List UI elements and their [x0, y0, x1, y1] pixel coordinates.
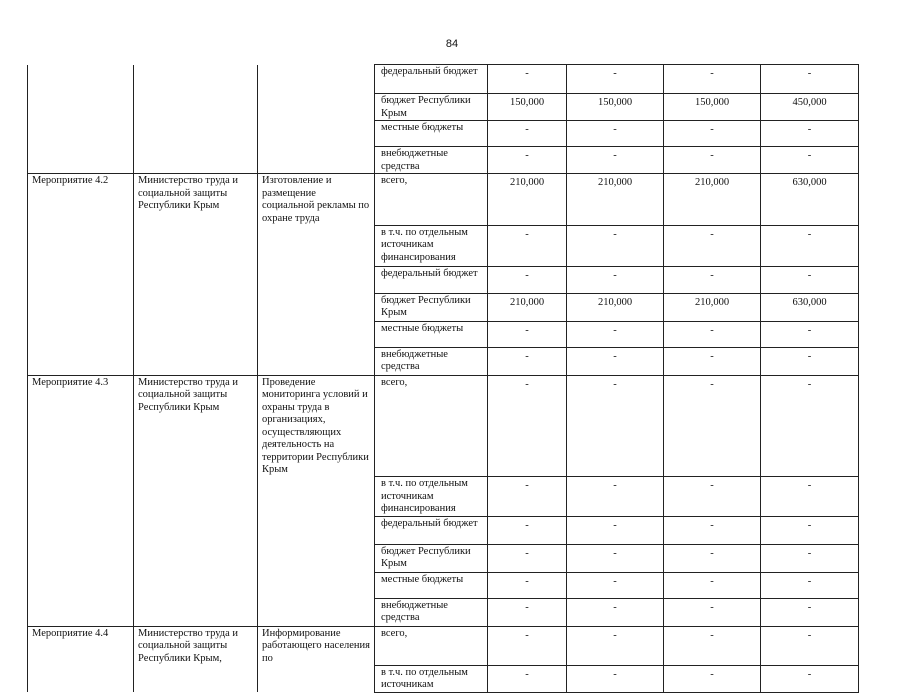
funding-source-cell: внебюджетные средства: [375, 347, 488, 375]
funding-source-cell: бюджет Республики Крым: [375, 293, 488, 321]
event-name-cell: Мероприятие 4.4: [28, 626, 134, 665]
executor-cell: [134, 598, 258, 626]
executor-cell: [134, 225, 258, 266]
table-row: [28, 598, 859, 626]
total-amount-cell: -: [761, 544, 859, 572]
description-cell: Проведение мониторинга условий и охраны труда в организациях, осуществляющих деятельность на территории Республики Крым: [258, 375, 375, 477]
funding-source-cell: в т.ч. по отдельным источникам финансирования: [375, 225, 488, 266]
year-1-amount-cell: -: [488, 598, 567, 626]
description-cell: [258, 544, 375, 572]
event-name-cell: [28, 598, 134, 626]
table-row: [28, 477, 859, 517]
event-name-cell: [28, 572, 134, 598]
total-amount-cell: -: [761, 121, 859, 147]
year-2-amount-cell: -: [567, 544, 664, 572]
year-1-amount-cell: -: [488, 572, 567, 598]
year-1-amount-cell: -: [488, 347, 567, 375]
year-2-amount-cell: -: [567, 665, 664, 692]
table-row: [28, 347, 859, 375]
event-name-cell: [28, 544, 134, 572]
year-1-amount-cell: -: [488, 665, 567, 692]
year-2-amount-cell: -: [567, 375, 664, 477]
executor-cell: [134, 516, 258, 544]
funding-source-cell: федеральный бюджет: [375, 516, 488, 544]
event-name-cell: [28, 516, 134, 544]
executor-cell: [134, 321, 258, 347]
year-2-amount-cell: -: [567, 147, 664, 174]
year-2-amount-cell: -: [567, 626, 664, 665]
executor-cell: [134, 665, 258, 692]
year-3-amount-cell: -: [664, 225, 761, 266]
total-amount-cell: -: [761, 147, 859, 174]
year-1-amount-cell: -: [488, 121, 567, 147]
description-cell: [258, 225, 375, 266]
description-cell: [258, 477, 375, 517]
page-number: 84: [445, 38, 459, 50]
total-amount-cell: -: [761, 347, 859, 375]
table-row: [28, 572, 859, 598]
funding-source-cell: всего,: [375, 626, 488, 665]
year-3-amount-cell: -: [664, 598, 761, 626]
description-cell: [258, 665, 375, 692]
funding-source-cell: федеральный бюджет: [375, 65, 488, 94]
funding-source-cell: федеральный бюджет: [375, 266, 488, 293]
year-2-amount-cell: 150,000: [567, 94, 664, 121]
year-1-amount-cell: 150,000: [488, 94, 567, 121]
year-3-amount-cell: -: [664, 477, 761, 517]
year-3-amount-cell: -: [664, 516, 761, 544]
year-3-amount-cell: -: [664, 375, 761, 477]
year-2-amount-cell: 210,000: [567, 293, 664, 321]
funding-source-cell: местные бюджеты: [375, 121, 488, 147]
year-1-amount-cell: -: [488, 544, 567, 572]
funding-source-cell: в т.ч. по отдельным источникам: [375, 665, 488, 692]
description-cell: [258, 293, 375, 321]
description-cell: [258, 94, 375, 121]
funding-source-cell: местные бюджеты: [375, 572, 488, 598]
year-1-amount-cell: -: [488, 626, 567, 665]
event-name-cell: [28, 321, 134, 347]
funding-source-cell: бюджет Республики Крым: [375, 94, 488, 121]
executor-cell: [134, 477, 258, 517]
year-3-amount-cell: -: [664, 266, 761, 293]
description-cell: [258, 321, 375, 347]
total-amount-cell: -: [761, 65, 859, 94]
event-name-cell: [28, 65, 134, 94]
executor-cell: [134, 147, 258, 174]
event-name-cell: [28, 293, 134, 321]
year-1-amount-cell: 210,000: [488, 174, 567, 226]
year-2-amount-cell: -: [567, 598, 664, 626]
event-name-cell: [28, 147, 134, 174]
description-cell: [258, 65, 375, 94]
funding-source-cell: бюджет Республики Крым: [375, 544, 488, 572]
event-name-cell: Мероприятие 4.3: [28, 375, 134, 477]
total-amount-cell: -: [761, 665, 859, 692]
funding-source-cell: внебюджетные средства: [375, 147, 488, 174]
year-3-amount-cell: -: [664, 626, 761, 665]
executor-cell: [134, 266, 258, 293]
year-3-amount-cell: 150,000: [664, 94, 761, 121]
year-3-amount-cell: -: [664, 544, 761, 572]
executor-cell: [134, 572, 258, 598]
description-cell: [258, 598, 375, 626]
executor-cell: Министерство труда и социальной защиты Республики Крым,: [134, 626, 258, 665]
table-row: [28, 225, 859, 266]
table-row: [28, 321, 859, 347]
event-name-cell: [28, 266, 134, 293]
event-name-cell: [28, 665, 134, 692]
year-3-amount-cell: -: [664, 572, 761, 598]
year-1-amount-cell: 210,000: [488, 293, 567, 321]
executor-cell: Министерство труда и социальной защиты Республики Крым: [134, 174, 258, 226]
table-row: [28, 665, 859, 692]
table-row: [28, 121, 859, 147]
total-amount-cell: -: [761, 626, 859, 665]
year-1-amount-cell: -: [488, 516, 567, 544]
event-name-cell: [28, 121, 134, 147]
year-3-amount-cell: -: [664, 65, 761, 94]
year-2-amount-cell: -: [567, 347, 664, 375]
year-2-amount-cell: -: [567, 121, 664, 147]
table-row: [28, 375, 859, 477]
year-1-amount-cell: -: [488, 266, 567, 293]
table-row: [28, 147, 859, 174]
year-2-amount-cell: -: [567, 225, 664, 266]
description-cell: [258, 121, 375, 147]
year-2-amount-cell: -: [567, 65, 664, 94]
year-1-amount-cell: -: [488, 147, 567, 174]
year-1-amount-cell: -: [488, 375, 567, 477]
year-2-amount-cell: -: [567, 516, 664, 544]
description-cell: [258, 347, 375, 375]
table-row: [28, 626, 859, 665]
funding-source-cell: местные бюджеты: [375, 321, 488, 347]
description-cell: [258, 516, 375, 544]
executor-cell: [134, 121, 258, 147]
total-amount-cell: 630,000: [761, 174, 859, 226]
year-2-amount-cell: -: [567, 266, 664, 293]
total-amount-cell: -: [761, 225, 859, 266]
table-row: [28, 516, 859, 544]
table-row: [28, 544, 859, 572]
year-1-amount-cell: -: [488, 65, 567, 94]
year-2-amount-cell: 210,000: [567, 174, 664, 226]
event-name-cell: Мероприятие 4.2: [28, 174, 134, 226]
total-amount-cell: -: [761, 375, 859, 477]
financing-table: [27, 64, 859, 693]
total-amount-cell: -: [761, 572, 859, 598]
executor-cell: [134, 544, 258, 572]
year-1-amount-cell: -: [488, 321, 567, 347]
year-2-amount-cell: -: [567, 477, 664, 517]
year-3-amount-cell: 210,000: [664, 293, 761, 321]
table-row: [28, 174, 859, 226]
total-amount-cell: 630,000: [761, 293, 859, 321]
funding-source-cell: всего,: [375, 375, 488, 477]
total-amount-cell: -: [761, 477, 859, 517]
year-3-amount-cell: -: [664, 347, 761, 375]
total-amount-cell: -: [761, 266, 859, 293]
year-3-amount-cell: -: [664, 121, 761, 147]
event-name-cell: [28, 225, 134, 266]
event-name-cell: [28, 477, 134, 517]
year-1-amount-cell: -: [488, 477, 567, 517]
total-amount-cell: 450,000: [761, 94, 859, 121]
funding-source-cell: всего,: [375, 174, 488, 226]
description-cell: [258, 266, 375, 293]
executor-cell: [134, 94, 258, 121]
description-cell: Изготовление и размещение социальной рекламы по охране труда: [258, 174, 375, 226]
executor-cell: [134, 347, 258, 375]
total-amount-cell: -: [761, 516, 859, 544]
event-name-cell: [28, 94, 134, 121]
total-amount-cell: -: [761, 598, 859, 626]
year-3-amount-cell: -: [664, 321, 761, 347]
table-row: [28, 94, 859, 121]
executor-cell: [134, 293, 258, 321]
table-row: [28, 293, 859, 321]
table-row: [28, 65, 859, 94]
total-amount-cell: -: [761, 321, 859, 347]
executor-cell: [134, 65, 258, 94]
year-2-amount-cell: -: [567, 572, 664, 598]
year-3-amount-cell: -: [664, 147, 761, 174]
description-cell: Информирование работающего населения по: [258, 626, 375, 665]
description-cell: [258, 572, 375, 598]
funding-source-cell: в т.ч. по отдельным источникам финансирования: [375, 477, 488, 517]
funding-source-cell: внебюджетные средства: [375, 598, 488, 626]
year-3-amount-cell: -: [664, 665, 761, 692]
year-1-amount-cell: -: [488, 225, 567, 266]
year-3-amount-cell: 210,000: [664, 174, 761, 226]
table-row: [28, 266, 859, 293]
description-cell: [258, 147, 375, 174]
year-2-amount-cell: -: [567, 321, 664, 347]
event-name-cell: [28, 347, 134, 375]
executor-cell: Министерство труда и социальной защиты Республики Крым: [134, 375, 258, 477]
